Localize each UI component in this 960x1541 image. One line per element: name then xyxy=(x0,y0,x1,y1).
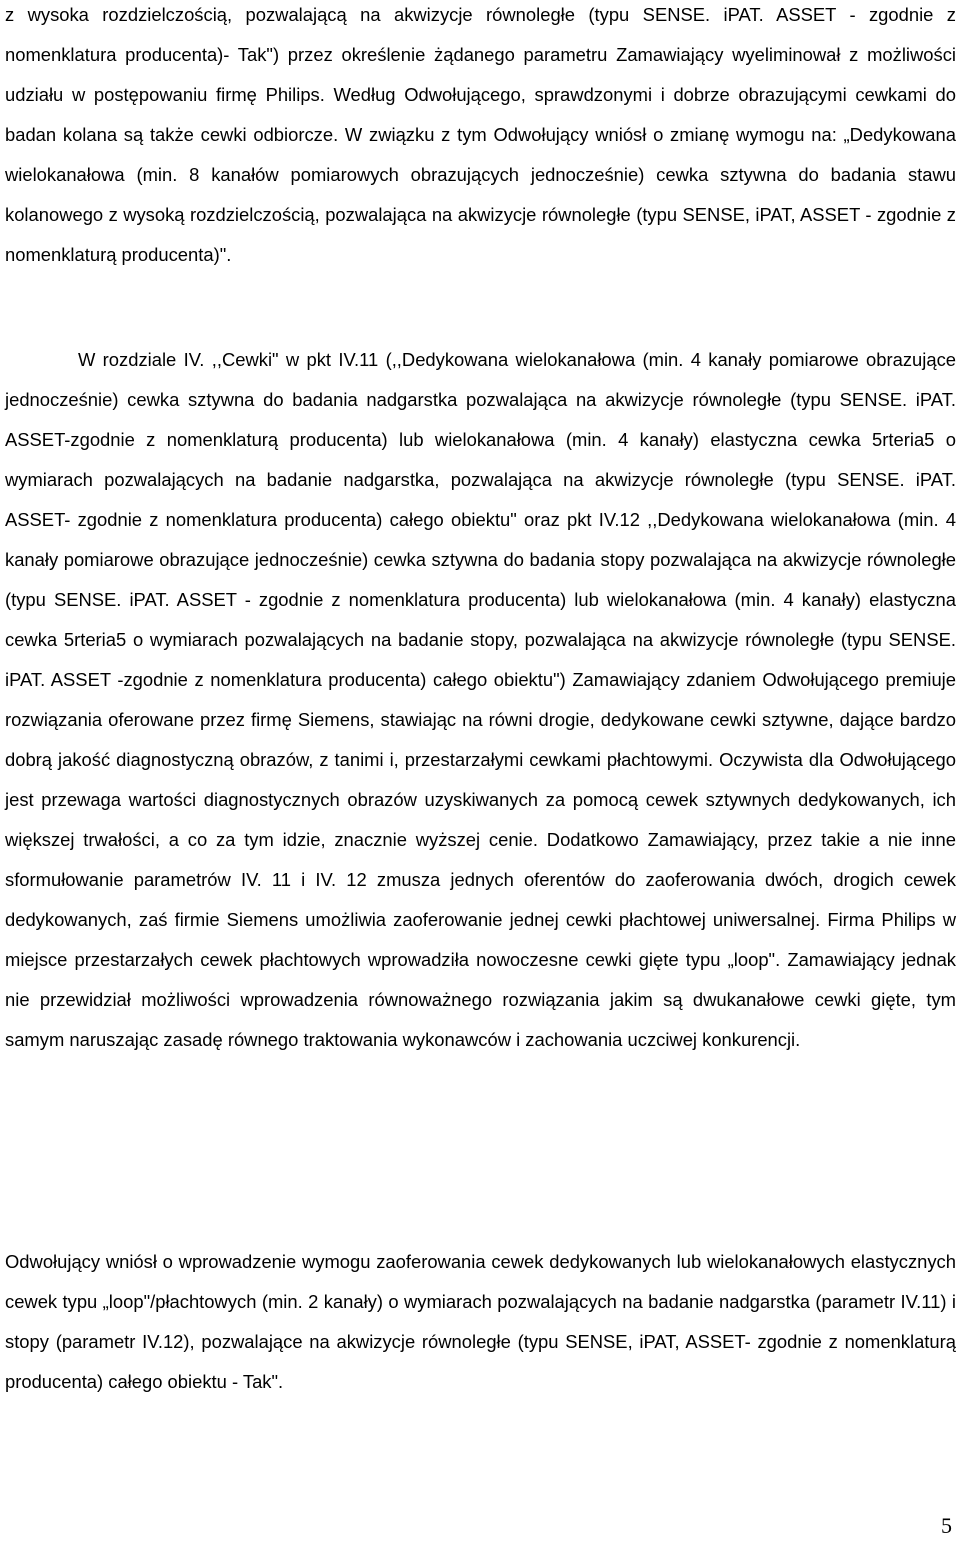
paragraph-2: W rozdziale IV. ,,Cewki" w pkt IV.11 (,,Dedykowana wielokanałowa (min. 4 kanały pomiarowe obrazujące jednocześnie) cewka sztywna do badania nadgarstka pozwalająca na akwizycje równoległe (typu SENSE. iPAT. ASSET-zgodnie z nomenklaturą producenta) lub wielokanałowa (min. 4 kanały) elastyczna cewka 5rteria5 o wymiarach pozwalających na badanie nadgarstka, pozwalająca na akwizycje równoległe (typu SENSE. iPAT. ASSET- zgodnie z nomenklatura producenta) całego obiektu" oraz pkt IV.12 ,,Dedykowana wielokanałowa (min. 4 kanały pomiarowe obrazujące jednocześnie) cewka sztywna do badania stopy pozwalająca na akwizycje równoległe (typu SENSE. iPAT. ASSET - zgodnie z nomenklatura producenta) lub wielokanałowa (min. 4 kanały) elastyczna cewka 5rteria5 o wymiarach pozwalających na badanie stopy, pozwalająca na akwizycje równoległe (typu SENSE. iPAT. ASSET -zgodnie z nomenklatura producenta) całego obiektu") Zamawiający zdaniem Odwołującego premiuje rozwiązania oferowane przez firmę Siemens, stawiając na równi drogie, dedykowane cewki sztywne, dające bardzo dobrą jakość diagnostyczną obrazów, z tanimi i, przestarzałymi cewkami płachtowymi. Oczywista dla Odwołującego jest przewaga wartości diagnostycznych obrazów uzyskiwanych za pomocą cewek sztywnych dedykowanych, ich większej trwałości, a co za tym idzie, znacznie wyższej cenie. Dodatkowo Zamawiający, przez takie a nie inne sformułowanie parametrów IV. 11 i IV. 12 zmusza jednych oferentów do zaoferowania dwóch, drogich cewek dedykowanych, zaś firmie Siemens umożliwia zaoferowanie jednej cewki płachtowej uniwersalnej. Firma Philips w miejsce przestarzałych cewek płachtowych wprowadziła nowoczesne cewki gięte typu „loop". Zamawiający jednak nie przewidział możliwości wprowadzenia równoważnego rozwiązania jakim są dwukanałowe cewki gięte, tym samym naruszając zasadę równego traktowania wykonawców i zachowania uczciwej konkurencji. xyxy=(5,349,956,1050)
paragraph-1: z wysoka rozdzielczością, pozwalającą na akwizycje równoległe (typu SENSE. iPAT. ASSET - zgodnie z nomenklatura producenta)- Tak") przez określenie żądanego parametru Zamawiający wyeliminował z możliwości udziału w postępowaniu firmę Philips. Według Odwołującego, sprawdzonymi i dobrze obrazującymi cewkami do badan kolana są także cewki odbiorcze. W związku z tym Odwołujący wniósł o zmianę wymogu na: „Dedykowana wielokanałowa (min. 8 kanałów pomiarowych obrazujących jednocześnie) cewka sztywna do badania stawu kolanowego z wysoką rozdzielczością, pozwalająca na akwizycje równoległe (typu SENSE, iPAT, ASSET - zgodnie z nomenklaturą producenta)". xyxy=(5,4,956,265)
paragraph-3: Odwołujący wniósł o wprowadzenie wymogu zaoferowania cewek dedykowanych lub wielokanałowych elastycznych cewek typu „loop"/płachtowych (min. 2 kanały) o wymiarach pozwalających na badanie nadgarstka (parametr IV.11) i stopy (parametr IV.12), pozwalające na akwizycje równoległe (typu SENSE, iPAT, ASSET- zgodnie z nomenklaturą producenta) całego obiektu - Tak". xyxy=(5,1251,956,1392)
page-number: 5 xyxy=(941,1513,952,1538)
